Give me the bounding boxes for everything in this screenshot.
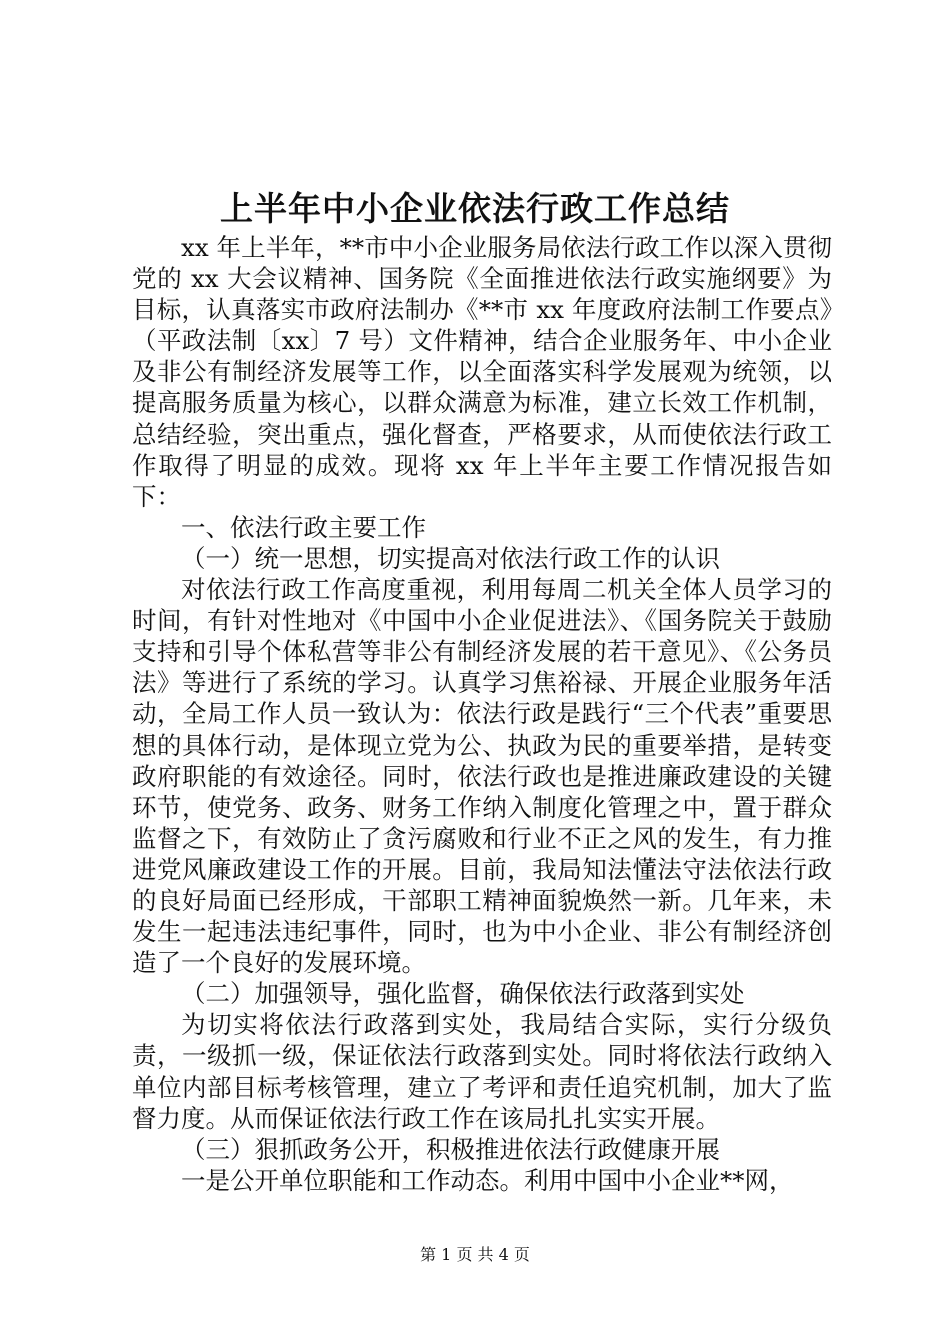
paragraph-3: 一是公开单位职能和工作动态。利用中国中小企业**网，: [181, 1165, 794, 1195]
document-body: [132, 232, 832, 1196]
paragraph-2: 为切实将依法行政落到实处，我局结合实际，实行分级负责，一级抓一级，保证依法行政落到实处。同时将依法行政纳入单位内部目标考核管理，建立了考评和责任追究机制，加大了监督力度。从而保证依法行政工作在该局扎扎实实开展。: [132, 1010, 832, 1133]
subsection-heading-1: （一）统一思想，切实提高对依法行政工作的认识: [181, 543, 720, 573]
paragraph-1: 对依法行政工作高度重视，利用每周二机关全体人员学习的时间，有针对性地对《中国中小企业促进法》、《国务院关于鼓励支持和引导个体私营等非公有制经济发展的若干意见》、《公务员法》等进行了系统的学习。认真学习焦裕禄、开展企业服务年活动，全局工作人员一致认为：依法行政是践行“三个代表”重要思想的具体行动，是体现立党为公、执政为民的重要举措，是转变政府职能的有效途径。同时，依法行政也是推进廉政建设的关键环节，使党务、政务、财务工作纳入制度化管理之中，置于群众监督之下，有效防止了贪污腐败和行业不正之风的发生，有力推进党风廉政建设工作的开展。目前，我局知法懂法守法依法行政的良好局面已经形成，干部职工精神面貌焕然一新。几年来，未发生一起违法违纪事件，同时，也为中小企业、非公有制经济创造了一个良好的发展环境。: [132, 575, 832, 978]
page-number-footer: 第 1 页 共 4 页: [420, 1245, 530, 1264]
intro-paragraph: xx 年上半年，**市中小企业服务局依法行政工作以深入贯彻党的 xx 大会议精神、国务院《全面推进依法行政实施纲要》为目标，认真落实市政府法制办《**市 xx 年度政府法制工作要点》（平政法制〔xx〕7 号）文件精神，结合企业服务年、中小企业及非公有制经济发展等工作，以全面落实科学发展观为统领，以提高服务质量为核心，以群众满意为标准，建立长效工作机制，总结经验，突出重点，强化督查，严格要求，从而使依法行政工作取得了明显的成效。现将 xx 年上半年主要工作情况报告如下：: [132, 233, 832, 511]
document-title: 上半年中小企业依法行政工作总结: [220, 189, 730, 228]
subsection-heading-2: （二）加强领导，强化监督，确保依法行政落到实处: [181, 979, 745, 1009]
subsection-heading-3: （三）狠抓政务公开，积极推进依法行政健康开展: [181, 1134, 720, 1164]
section-heading-1: 一、依法行政主要工作: [181, 512, 426, 542]
